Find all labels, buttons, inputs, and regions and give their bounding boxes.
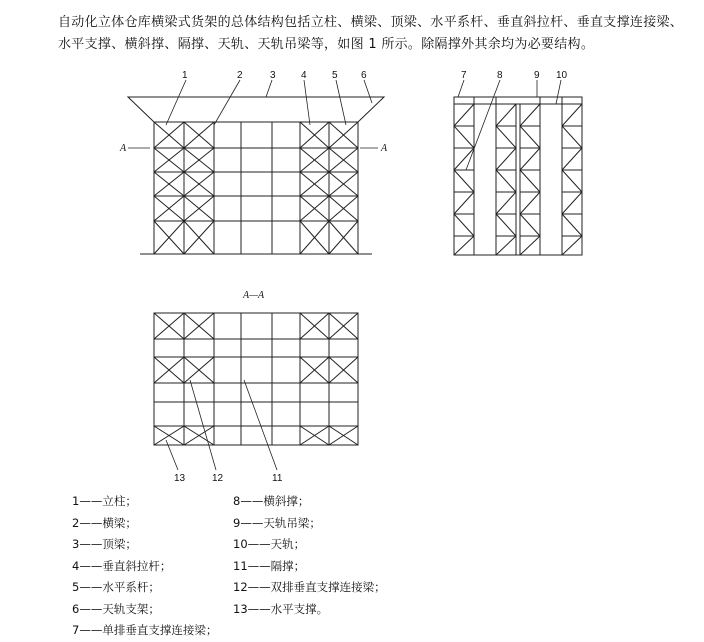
callout-9: 9 bbox=[534, 70, 540, 81]
front-view bbox=[128, 97, 384, 254]
callout-3: 3 bbox=[270, 70, 276, 81]
side-zigzag-brace bbox=[454, 214, 474, 236]
plan-view bbox=[154, 313, 358, 445]
side-zigzag-brace bbox=[520, 170, 540, 192]
side-zigzag-brace bbox=[562, 148, 582, 170]
side-zigzag-brace bbox=[454, 236, 474, 255]
side-view bbox=[454, 97, 582, 255]
callout-8: 8 bbox=[497, 70, 503, 81]
callout-11: 11 bbox=[272, 473, 283, 484]
legend-item-5: 5——水平系杆； bbox=[72, 580, 160, 594]
side-zigzag-brace bbox=[454, 192, 474, 214]
legend-item-8: 8——横斜撑； bbox=[233, 494, 310, 508]
legend-item-3: 3——顶梁； bbox=[72, 537, 137, 551]
legend-item-9: 9——天轨吊梁； bbox=[233, 515, 321, 530]
side-zigzag-brace bbox=[562, 236, 582, 255]
legend-item-2: 2——横梁； bbox=[72, 515, 137, 530]
side-zigzag-brace bbox=[562, 104, 582, 126]
side-zigzag-brace bbox=[520, 214, 540, 236]
callout-6: 6 bbox=[361, 70, 367, 81]
side-zigzag-brace bbox=[562, 192, 582, 214]
callout-13: 13 bbox=[174, 473, 186, 484]
side-zigzag-brace bbox=[454, 148, 474, 170]
callout-2: 2 bbox=[237, 70, 243, 81]
side-callouts bbox=[461, 70, 568, 81]
callout-1: 1 bbox=[182, 70, 188, 81]
side-zigzag-brace bbox=[496, 170, 516, 192]
side-zigzag-brace bbox=[496, 192, 516, 214]
legend-item-1: 1——立柱； bbox=[72, 494, 137, 508]
side-zigzag-brace bbox=[454, 170, 474, 192]
side-zigzag-brace bbox=[496, 126, 516, 148]
legend-item-6: 6——天轨支架； bbox=[72, 601, 160, 616]
side-zigzag-brace bbox=[454, 126, 474, 148]
legend-item-4: 4——垂直斜拉杆； bbox=[72, 558, 172, 573]
side-zigzag-brace bbox=[454, 104, 474, 126]
callout-10: 10 bbox=[556, 70, 568, 81]
side-zigzag-brace bbox=[496, 236, 516, 255]
side-zigzag-brace bbox=[520, 126, 540, 148]
intro-paragraph: 自动化立体仓库横梁式货架的总体结构包括立柱、横梁、顶梁、水平系杆、垂直斜拉杆、垂直支撑连接梁、水平支撑、横斜撑、隔撑、天轨、天轨吊梁等，如图 1 所示。除隔撑外其余均为必要结构。 bbox=[58, 15, 684, 52]
side-zigzag-brace bbox=[496, 214, 516, 236]
side-zigzag-brace bbox=[562, 214, 582, 236]
side-zigzag-brace bbox=[496, 148, 516, 170]
side-zigzag-brace bbox=[520, 192, 540, 214]
legend-item-10: 10——天轨； bbox=[233, 537, 306, 551]
callout-7: 7 bbox=[461, 70, 467, 81]
legend-item-12: 12——双排垂直支撑连接梁； bbox=[233, 580, 386, 594]
side-zigzag-brace bbox=[520, 148, 540, 170]
callout-4: 4 bbox=[301, 70, 307, 81]
callout-5: 5 bbox=[332, 70, 338, 81]
plan-callouts bbox=[174, 473, 283, 484]
front-callouts bbox=[182, 70, 367, 81]
side-zigzag-brace bbox=[562, 170, 582, 192]
legend-item-7: 7——单排垂直支撑连接梁； bbox=[72, 623, 218, 637]
legend-left bbox=[72, 491, 217, 642]
side-zigzag-brace bbox=[520, 104, 540, 126]
side-zigzag-brace bbox=[562, 126, 582, 148]
side-zigzag-brace bbox=[520, 236, 540, 255]
section-mark-left: A bbox=[120, 143, 127, 154]
legend-item-11: 11——隔撑； bbox=[233, 558, 306, 573]
legend-right bbox=[233, 491, 386, 620]
section-mark-right: A bbox=[381, 143, 388, 154]
side-zigzag-brace bbox=[496, 104, 516, 126]
plan-title: A—A bbox=[243, 290, 265, 301]
legend-item-13: 13——水平支撑。 bbox=[233, 601, 329, 616]
callout-12: 12 bbox=[212, 473, 224, 484]
